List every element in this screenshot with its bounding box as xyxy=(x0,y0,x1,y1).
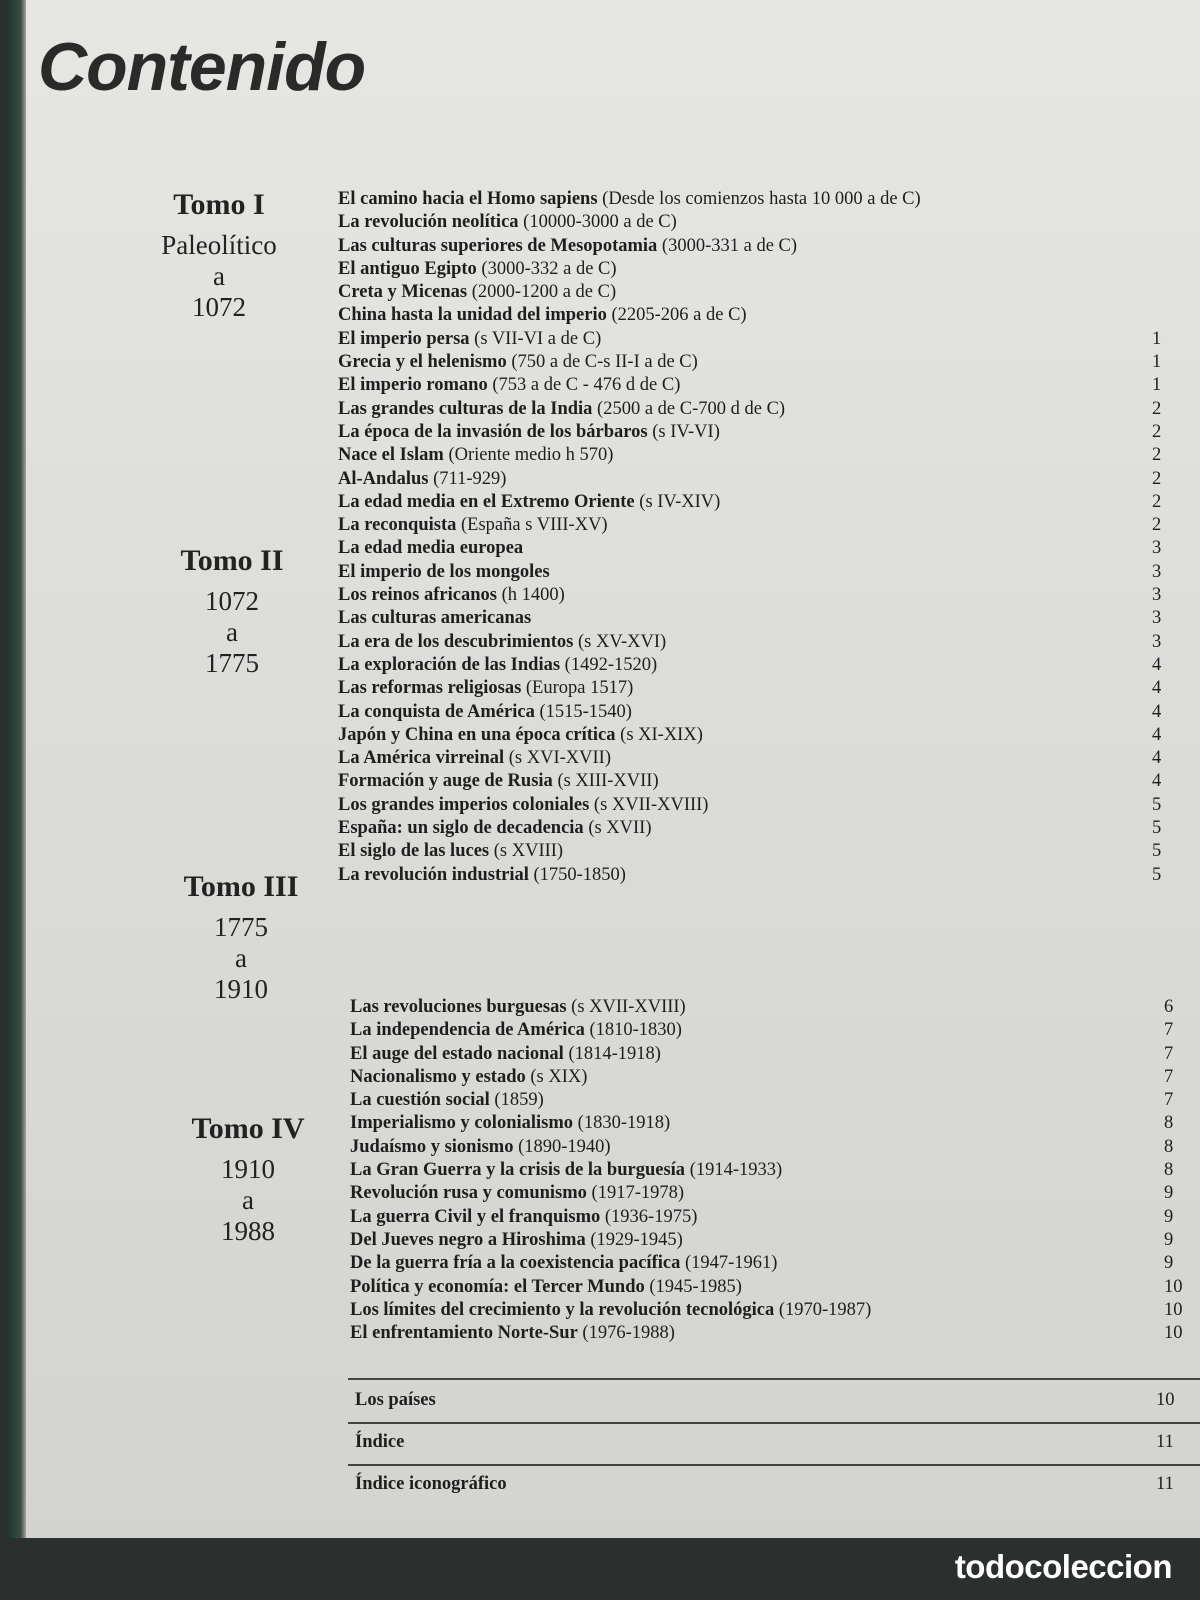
toc-entry[interactable] xyxy=(338,864,1162,887)
toc-entry-title: Los países xyxy=(355,1390,436,1410)
tomo-1-label xyxy=(134,188,304,323)
toc-entry-title: La época de la invasión de los bárbaros xyxy=(338,421,648,442)
tomo-range-start: 1775 xyxy=(214,912,268,942)
toc-entry-title: La reconquista xyxy=(338,515,457,536)
toc-entry[interactable] xyxy=(350,996,1174,1019)
toc-entry-title: Índice xyxy=(355,1432,405,1452)
section-divider xyxy=(348,1464,1200,1466)
toc-entry-dates: (h 1400) xyxy=(501,585,565,606)
toc-entry-title: China hasta la unidad del imperio xyxy=(338,305,607,326)
book-binding-edge xyxy=(8,0,26,1538)
toc-entry-dates: (1976-1988) xyxy=(582,1323,675,1344)
toc-entry-dates: (2205-206 a de C) xyxy=(611,305,747,326)
toc-entry-title: Índice iconográfico xyxy=(355,1474,507,1494)
toc-entry-dates: (1929-1945) xyxy=(590,1229,683,1250)
toc-entry-page: 3 xyxy=(1152,538,1162,559)
tomo-name: Tomo IV xyxy=(191,1112,305,1145)
toc-entry-page: 4 xyxy=(1152,748,1162,769)
toc-entry[interactable] xyxy=(338,770,1162,793)
toc-entry-dates: (1830-1918) xyxy=(577,1113,671,1134)
toc-entry-page: 9 xyxy=(1164,1206,1174,1227)
toc-entry[interactable] xyxy=(338,724,1162,747)
toc-entry-page: 2 xyxy=(1152,468,1162,489)
toc-entry[interactable] xyxy=(350,1299,1183,1322)
toc-entry-page: 10 xyxy=(1164,1299,1183,1320)
toc-entry-dates: (3000-331 a de C) xyxy=(661,235,798,256)
toc-entry-dates: (2000-1200 a de C) xyxy=(471,282,617,303)
toc-entry-page: 2 xyxy=(1152,515,1162,536)
toc-entry-page: 4 xyxy=(1152,678,1162,699)
toc-entry[interactable] xyxy=(338,584,1162,607)
toc-entry-title: Formación y auge de Rusia xyxy=(338,771,553,792)
toc-entry-title: Política y economía: el Tercer Mundo xyxy=(350,1276,645,1297)
toc-entry-title: Los límites del crecimiento y la revolución tecnológica xyxy=(350,1299,775,1320)
tomo-range-start: 1072 xyxy=(205,586,259,616)
toc-entry[interactable] xyxy=(350,1322,1183,1345)
toc-entry[interactable] xyxy=(338,398,1162,421)
toc-entry[interactable] xyxy=(338,421,1162,444)
toc-entry-title: La era de los descubrimientos xyxy=(338,631,574,652)
toc-entry[interactable] xyxy=(338,351,1162,374)
toc-entry-title: La América virreinal xyxy=(338,748,505,769)
toc-entry-dates: (10000-3000 a de C) xyxy=(523,212,677,233)
toc-entry-title: El imperio romano xyxy=(338,375,488,396)
toc-entry-title: La Gran Guerra y la crisis de la burguesía xyxy=(350,1160,686,1181)
toc-entry-page: 7 xyxy=(1164,1043,1174,1064)
toc-entry-page: 1 xyxy=(1152,352,1162,373)
toc-entry-dates: (s XIX) xyxy=(530,1066,588,1087)
toc-entry-title: El imperio de los mongoles xyxy=(338,561,550,582)
toc-entry[interactable] xyxy=(338,188,921,211)
toc-entry[interactable] xyxy=(350,1019,1174,1042)
toc-entry-dates: (s XIII-XVII) xyxy=(557,771,659,792)
book-page xyxy=(8,0,1200,1538)
toc-entry-page: 9 xyxy=(1164,1183,1174,1204)
toc-entry-title: De la guerra fría a la coexistencia pacífica xyxy=(350,1253,681,1274)
toc-entry[interactable] xyxy=(350,1276,1183,1299)
toc-entry[interactable] xyxy=(350,1159,1174,1182)
toc-entry[interactable] xyxy=(338,747,1162,770)
toc-entry-dates: (1970-1987) xyxy=(778,1299,872,1320)
toc-entry-dates: (s IV-XIV) xyxy=(639,491,721,512)
toc-entry[interactable] xyxy=(338,304,921,327)
toc-entry[interactable] xyxy=(338,491,1162,514)
toc-entry-page: 2 xyxy=(1152,398,1162,419)
toc-entry-page: 3 xyxy=(1152,585,1162,606)
toc-entry-dates: (1515-1540) xyxy=(539,701,632,722)
toc-entry-dates: (750 a de C-s II-I a de C) xyxy=(511,352,698,373)
toc-entry-title: Las culturas americanas xyxy=(338,608,532,629)
toc-entry-title: Nacionalismo y estado xyxy=(350,1066,526,1087)
toc-entry-dates: (1750-1850) xyxy=(533,864,626,885)
toc-entry[interactable] xyxy=(338,444,1162,467)
toc-entry-title: Grecia y el helenismo xyxy=(338,352,507,373)
toc-entry-dates: (1859) xyxy=(494,1090,544,1111)
toc-entry[interactable] xyxy=(338,537,1162,560)
toc-entry-dates: (s XVIII) xyxy=(493,841,564,862)
toc-entry-page: 4 xyxy=(1152,724,1162,745)
toc-entry[interactable] xyxy=(338,374,1162,397)
toc-entry-dates: (s XVI-XVII) xyxy=(508,748,611,769)
toc-list-volume-1-2 xyxy=(338,188,1162,887)
tomo-name: Tomo II xyxy=(180,544,284,577)
toc-entry[interactable] xyxy=(350,1252,1174,1275)
toc-entry-page: 4 xyxy=(1152,654,1162,675)
toc-entry[interactable] xyxy=(338,211,921,234)
toc-entry-title: La revolución neolítica xyxy=(338,212,519,233)
tomo-name: Tomo III xyxy=(183,870,299,903)
toc-entry-page: 2 xyxy=(1152,491,1162,512)
toc-entry-title: El siglo de las luces xyxy=(338,841,490,862)
section-divider xyxy=(348,1378,1200,1380)
toc-entry-title: Las culturas superiores de Mesopotamia xyxy=(338,235,658,256)
tomo-range-start: 1910 xyxy=(221,1154,275,1184)
toc-entry-page: 5 xyxy=(1152,841,1162,862)
toc-entry-title: Imperialismo y colonialismo xyxy=(350,1113,574,1134)
toc-entry-title: La cuestión social xyxy=(350,1090,490,1111)
toc-entry-dates: (s XI-XIX) xyxy=(620,724,703,745)
toc-entry-dates: (Oriente medio h 570) xyxy=(448,445,614,466)
toc-entry-title: Nace el Islam xyxy=(338,445,444,466)
toc-entry-page: 3 xyxy=(1152,561,1162,582)
toc-entry-page: 7 xyxy=(1164,1020,1174,1041)
toc-entry[interactable] xyxy=(338,235,921,258)
toc-entry-title: El auge del estado nacional xyxy=(350,1043,564,1064)
toc-entry[interactable] xyxy=(338,677,1162,700)
tomo-range-sep: a xyxy=(226,617,238,647)
toc-entry-title: Las reformas religiosas xyxy=(338,678,522,699)
toc-entry-dates: (s IV-VI) xyxy=(652,421,720,442)
toc-entry-page: 6 xyxy=(1164,997,1174,1017)
toc-entry[interactable] xyxy=(338,561,1162,584)
toc-entry-page: 5 xyxy=(1152,864,1162,885)
toc-entry-dates: (1914-1933) xyxy=(689,1160,783,1181)
toc-entry-page: 10 xyxy=(1164,1276,1183,1297)
toc-entry-dates: (1945-1985) xyxy=(649,1276,742,1297)
toc-entry-page: 4 xyxy=(1152,771,1162,792)
toc-entry[interactable] xyxy=(350,1043,1174,1066)
toc-entry[interactable] xyxy=(338,514,1162,537)
toc-entry[interactable] xyxy=(338,654,1162,677)
tomo-range-end: 1910 xyxy=(214,974,268,1004)
toc-entry-dates: (1810-1830) xyxy=(589,1020,682,1041)
toc-entry[interactable] xyxy=(350,1206,1174,1229)
toc-entry-dates: (s XV-XVI) xyxy=(577,631,667,652)
toc-entry-title: La edad media europea xyxy=(338,538,524,559)
toc-entry-dates: (1917-1978) xyxy=(591,1183,685,1204)
toc-entry-title: El camino hacia el Homo sapiens xyxy=(338,189,598,209)
toc-entry-title: La revolución industrial xyxy=(338,864,529,885)
toc-entry-page: 10 xyxy=(1156,1390,1175,1410)
toc-entry-dates: (Europa 1517) xyxy=(525,678,634,699)
toc-entry-page: 11 xyxy=(1156,1432,1174,1452)
toc-entry-title: Las revoluciones burguesas xyxy=(350,997,567,1017)
toc-entry-title: El imperio persa xyxy=(338,328,470,349)
toc-entry-title: Al-Andalus xyxy=(338,468,429,489)
toc-entry-page: 5 xyxy=(1152,794,1162,815)
toc-extra-indice-iconografico[interactable] xyxy=(355,1474,1200,1504)
toc-entry[interactable] xyxy=(338,840,1162,863)
toc-entry-dates: (1936-1975) xyxy=(604,1206,698,1227)
toc-entry-page: 11 xyxy=(1156,1474,1174,1494)
toc-entry-page: 8 xyxy=(1164,1113,1174,1134)
toc-extra-indice[interactable] xyxy=(355,1432,1200,1462)
toc-entry-dates: (s XVII-XVIII) xyxy=(593,794,709,815)
toc-entry-dates: (España s VIII-XV) xyxy=(461,515,608,536)
toc-entry-page: 9 xyxy=(1164,1229,1174,1250)
tomo-name: Tomo I xyxy=(173,188,265,221)
toc-entry[interactable] xyxy=(350,1089,1174,1112)
toc-entry-dates: (753 a de C - 476 d de C) xyxy=(492,375,681,396)
toc-entry[interactable] xyxy=(350,1182,1174,1205)
tomo-range-sep: a xyxy=(242,1185,254,1215)
toc-entry-dates: (s VII-VI a de C) xyxy=(474,328,602,349)
toc-entry[interactable] xyxy=(350,1112,1174,1135)
tomo-range-start: Paleolítico xyxy=(161,230,277,260)
toc-entry[interactable] xyxy=(338,468,1162,491)
toc-entry-dates: (1947-1961) xyxy=(684,1253,778,1274)
toc-entry-title: Del Jueves negro a Hiroshima xyxy=(350,1229,586,1250)
toc-entry-page: 1 xyxy=(1152,375,1162,396)
toc-entry-title: Judaísmo y sionismo xyxy=(350,1136,514,1157)
toc-entry[interactable] xyxy=(338,607,1162,630)
toc-entry-title: La independencia de América xyxy=(350,1020,585,1041)
toc-entry-page: 7 xyxy=(1164,1090,1174,1111)
toc-entry[interactable] xyxy=(350,1066,1174,1089)
toc-entry-title: Revolución rusa y comunismo xyxy=(350,1183,587,1204)
toc-entry-page: 10 xyxy=(1164,1323,1183,1344)
toc-entry-page: 3 xyxy=(1152,631,1162,652)
tomo-range-end: 1072 xyxy=(192,292,246,322)
toc-entry-dates: (s XVII) xyxy=(588,818,652,839)
toc-entry-dates: (Desde los comienzos hasta 10 000 a de C) xyxy=(602,189,921,209)
toc-entry-page: 8 xyxy=(1164,1136,1174,1157)
toc-entry-page: 2 xyxy=(1152,421,1162,442)
toc-entry-title: La edad media en el Extremo Oriente xyxy=(338,491,635,512)
tomo-range-sep: a xyxy=(235,943,247,973)
toc-entry-title: El enfrentamiento Norte-Sur xyxy=(350,1323,578,1344)
toc-entry-dates: (s XVII-XVIII) xyxy=(571,997,686,1017)
toc-entry-page: 9 xyxy=(1164,1253,1174,1274)
toc-entry-title: El antiguo Egipto xyxy=(338,258,477,279)
toc-entry-page: 8 xyxy=(1164,1160,1174,1181)
toc-entry[interactable] xyxy=(338,258,921,281)
toc-entry-title: Los grandes imperios coloniales xyxy=(338,794,590,815)
toc-entry[interactable] xyxy=(338,817,1162,840)
toc-entry-title: España: un siglo de decadencia xyxy=(338,818,584,839)
toc-entry-title: Las grandes culturas de la India xyxy=(338,398,593,419)
toc-entry[interactable] xyxy=(338,631,1162,654)
tomo-range-sep: a xyxy=(213,261,225,291)
toc-entry-page: 4 xyxy=(1152,701,1162,722)
toc-entry[interactable] xyxy=(338,794,1162,817)
tomo-range-end: 1988 xyxy=(221,1216,275,1246)
toc-entry-page: 5 xyxy=(1152,818,1162,839)
page-title: Contenido xyxy=(38,29,366,105)
toc-entry[interactable] xyxy=(338,328,1162,351)
toc-entry-page: 1 xyxy=(1152,328,1162,349)
toc-entry-page: 3 xyxy=(1152,608,1162,629)
tomo-range-end: 1775 xyxy=(205,648,259,678)
toc-entry[interactable] xyxy=(338,701,1162,724)
toc-entry[interactable] xyxy=(338,281,921,304)
site-watermark: todocoleccion xyxy=(954,1548,1172,1585)
toc-entry-dates: (1890-1940) xyxy=(518,1136,611,1157)
toc-entry[interactable] xyxy=(350,1136,1174,1159)
toc-list-volume-3-4 xyxy=(350,996,1183,1345)
toc-entry-title: La exploración de las Indias xyxy=(338,654,561,675)
toc-entry-page: 2 xyxy=(1152,445,1162,466)
toc-entry-dates: (1814-1918) xyxy=(568,1043,661,1064)
toc-extra-paises[interactable] xyxy=(355,1390,1200,1420)
toc-entry-title: Los reinos africanos xyxy=(338,585,497,606)
section-divider xyxy=(348,1422,1200,1424)
tomo-4-label xyxy=(163,1112,333,1247)
toc-entry-title: Japón y China en una época crítica xyxy=(338,724,616,745)
toc-entry[interactable] xyxy=(350,1229,1174,1252)
toc-entry-dates: (1492-1520) xyxy=(564,654,658,675)
toc-entry-title: La conquista de América xyxy=(338,701,535,722)
toc-entry-dates: (3000-332 a de C) xyxy=(481,258,617,279)
tomo-3-label xyxy=(156,870,326,1005)
toc-entry-dates: (711-929) xyxy=(433,468,507,489)
toc-entry-title: Creta y Micenas xyxy=(338,282,468,303)
tomo-2-label xyxy=(147,544,317,679)
toc-entry-page: 7 xyxy=(1164,1066,1174,1087)
toc-entry-dates: (2500 a de C-700 d de C) xyxy=(597,398,786,419)
toc-entry-title: La guerra Civil y el franquismo xyxy=(350,1206,601,1227)
